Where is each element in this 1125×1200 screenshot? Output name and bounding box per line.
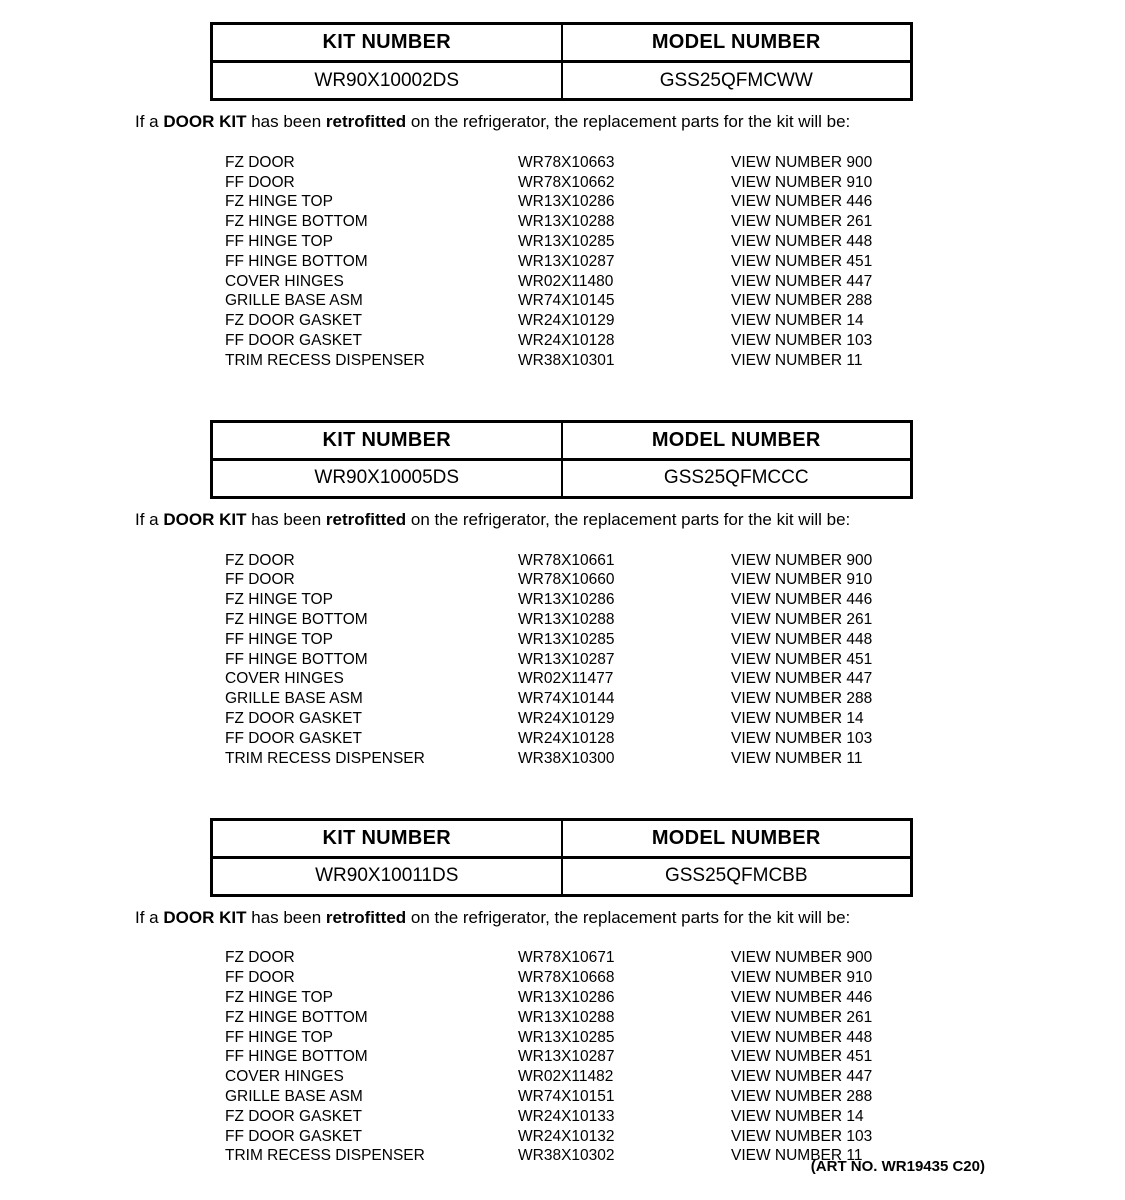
part-number: WR02X11482 [518, 1068, 614, 1086]
part-name: FF HINGE TOP [225, 233, 333, 251]
note-middle: has been [246, 112, 326, 131]
kit-model-table [210, 818, 913, 897]
retrofit-note [135, 510, 1125, 530]
part-row [225, 351, 1125, 371]
part-number: WR38X10302 [518, 1147, 615, 1165]
part-number: WR13X10285 [518, 233, 615, 251]
part-number: WR24X10129 [518, 710, 615, 728]
part-name: COVER HINGES [225, 670, 344, 688]
part-number: WR78X10663 [518, 153, 615, 171]
part-view-number: VIEW NUMBER 14 [731, 710, 864, 728]
part-name: FZ DOOR GASKET [225, 312, 362, 330]
part-number: WR02X11477 [518, 670, 614, 688]
part-row [225, 610, 1125, 630]
part-number: WR13X10287 [518, 1048, 615, 1066]
part-row [225, 1087, 1125, 1107]
table-value-row [212, 459, 912, 497]
kit-model-table [210, 22, 913, 101]
part-view-number: VIEW NUMBER 900 [731, 949, 873, 967]
part-row [225, 1107, 1125, 1127]
part-number: WR24X10128 [518, 332, 615, 350]
kit-number-value: WR90X10002DS [212, 62, 562, 100]
part-row [225, 988, 1125, 1008]
part-row [225, 749, 1125, 769]
part-name: FZ DOOR GASKET [225, 1107, 362, 1125]
part-row [225, 1008, 1125, 1028]
part-number: WR78X10660 [518, 571, 615, 589]
part-name: FF DOOR [225, 173, 295, 191]
table-value-row [212, 62, 912, 100]
part-view-number: VIEW NUMBER 451 [731, 1048, 873, 1066]
part-view-number: VIEW NUMBER 14 [731, 1107, 864, 1125]
note-middle: has been [246, 509, 326, 529]
model-number-value: GSS25QFMCCC [562, 459, 912, 497]
part-name: FF HINGE BOTTOM [225, 1048, 368, 1066]
part-row [225, 650, 1125, 670]
part-row [225, 590, 1125, 610]
note-suffix: on the refrigerator, the replacement parts for the kit will be: [406, 509, 851, 529]
part-number: WR13X10285 [518, 1028, 615, 1046]
model-number-header: MODEL NUMBER [562, 421, 912, 459]
part-name: FF DOOR [225, 571, 295, 589]
part-number: WR74X10145 [518, 292, 615, 310]
part-name: GRILLE BASE ASM [225, 1088, 363, 1105]
table-value-row [212, 857, 912, 895]
part-view-number: VIEW NUMBER 446 [731, 989, 873, 1007]
part-view-number: VIEW NUMBER 103 [731, 729, 873, 747]
part-view-number: VIEW NUMBER 910 [731, 969, 873, 987]
part-name: FF HINGE TOP [225, 630, 333, 648]
kit-section [0, 420, 1125, 769]
part-row [225, 331, 1125, 351]
part-view-number: VIEW NUMBER 11 [731, 749, 863, 767]
part-row [225, 689, 1125, 709]
part-name: FZ HINGE BOTTOM [225, 611, 368, 629]
part-name: FF DOOR GASKET [225, 1127, 362, 1145]
part-number: WR74X10151 [518, 1088, 615, 1105]
part-number: WR24X10129 [518, 312, 615, 330]
note-prefix: If a [135, 112, 164, 131]
part-view-number: VIEW NUMBER 451 [731, 650, 873, 668]
part-number: WR74X10144 [518, 690, 615, 708]
part-view-number: VIEW NUMBER 261 [731, 213, 873, 231]
part-row [225, 1048, 1125, 1068]
part-number: WR78X10661 [518, 551, 615, 569]
part-row [225, 311, 1125, 331]
part-number: WR24X10132 [518, 1127, 615, 1145]
kit-number-value: WR90X10011DS [212, 857, 562, 895]
part-number: WR13X10286 [518, 989, 615, 1007]
part-view-number: VIEW NUMBER 11 [731, 351, 863, 369]
part-row [225, 949, 1125, 969]
part-row [225, 1028, 1125, 1048]
parts-list [225, 153, 1125, 371]
part-name: FZ DOOR [225, 949, 295, 967]
part-view-number: VIEW NUMBER 14 [731, 312, 864, 330]
part-view-number: VIEW NUMBER 448 [731, 630, 873, 648]
part-view-number: VIEW NUMBER 288 [731, 292, 873, 310]
part-number: WR38X10300 [518, 749, 615, 767]
part-view-number: VIEW NUMBER 261 [731, 1008, 873, 1026]
part-row [225, 551, 1125, 571]
part-row [225, 232, 1125, 252]
part-row [225, 709, 1125, 729]
model-number-header: MODEL NUMBER [562, 819, 912, 857]
part-row [225, 212, 1125, 232]
part-number: WR24X10128 [518, 729, 615, 747]
model-number-value: GSS25QFMCBB [562, 857, 912, 895]
part-row [225, 272, 1125, 292]
part-row [225, 1127, 1125, 1147]
part-name: FF HINGE TOP [225, 1028, 333, 1046]
art-number: (ART NO. WR19435 C20) [810, 1158, 985, 1175]
note-middle: has been [246, 907, 326, 927]
part-name: FF DOOR [225, 969, 295, 987]
part-view-number: VIEW NUMBER 446 [731, 193, 873, 211]
note-retrofitted: retrofitted [325, 112, 407, 131]
part-number: WR13X10288 [518, 213, 615, 231]
part-name: FZ HINGE TOP [225, 591, 333, 609]
part-number: WR13X10287 [518, 252, 615, 270]
part-row [225, 670, 1125, 690]
part-name: FF HINGE BOTTOM [225, 650, 368, 668]
part-name: TRIM RECESS DISPENSER [225, 351, 425, 369]
parts-list [225, 949, 1125, 1167]
part-row [225, 193, 1125, 213]
part-name: FZ HINGE TOP [225, 193, 333, 211]
kit-section [0, 22, 1125, 371]
part-name: GRILLE BASE ASM [225, 292, 363, 310]
part-name: FZ HINGE BOTTOM [225, 213, 368, 231]
kit-number-header: KIT NUMBER [212, 421, 562, 459]
part-row [225, 252, 1125, 272]
part-number: WR78X10668 [518, 969, 615, 987]
part-view-number: VIEW NUMBER 900 [731, 153, 873, 171]
part-number: WR78X10662 [518, 173, 615, 191]
part-row [225, 292, 1125, 312]
model-number-value: GSS25QFMCWW [562, 62, 912, 100]
table-header-row [212, 421, 912, 459]
part-row [225, 153, 1125, 173]
part-view-number: VIEW NUMBER 447 [731, 670, 873, 688]
part-view-number: VIEW NUMBER 910 [731, 173, 873, 191]
kit-number-header: KIT NUMBER [212, 819, 562, 857]
part-row [225, 630, 1125, 650]
part-number: WR13X10286 [518, 591, 615, 609]
part-row [225, 729, 1125, 749]
part-row [225, 1147, 1125, 1167]
part-name: FZ HINGE TOP [225, 989, 333, 1007]
retrofit-note [135, 908, 1125, 928]
kit-section [0, 818, 1125, 1167]
part-number: WR78X10671 [518, 949, 615, 967]
part-name: GRILLE BASE ASM [225, 690, 363, 708]
part-number: WR38X10301 [518, 351, 615, 369]
part-row [225, 173, 1125, 193]
part-view-number: VIEW NUMBER 448 [731, 233, 873, 251]
part-view-number: VIEW NUMBER 910 [731, 571, 873, 589]
part-name: FZ DOOR [225, 153, 295, 171]
part-name: FZ DOOR [225, 551, 295, 569]
part-row [225, 571, 1125, 591]
part-name: FZ HINGE BOTTOM [225, 1008, 368, 1026]
part-view-number: VIEW NUMBER 103 [731, 332, 873, 350]
kit-number-value: WR90X10005DS [212, 459, 562, 497]
kit-model-table [210, 420, 913, 499]
part-view-number: VIEW NUMBER 446 [731, 591, 873, 609]
note-retrofitted: retrofitted [325, 509, 407, 529]
part-number: WR13X10288 [518, 611, 615, 629]
part-name: FF HINGE BOTTOM [225, 252, 368, 270]
parts-list [225, 551, 1125, 769]
note-door-kit: DOOR KIT [163, 509, 247, 529]
note-prefix: If a [135, 509, 164, 529]
part-view-number: VIEW NUMBER 261 [731, 611, 873, 629]
part-name: FF DOOR GASKET [225, 729, 362, 747]
table-header-row [212, 819, 912, 857]
part-view-number: VIEW NUMBER 288 [731, 690, 873, 708]
part-row [225, 1067, 1125, 1087]
note-prefix: If a [135, 907, 164, 927]
part-number: WR13X10288 [518, 1008, 615, 1026]
part-view-number: VIEW NUMBER 288 [731, 1088, 873, 1105]
part-view-number: VIEW NUMBER 451 [731, 252, 873, 270]
part-number: WR13X10287 [518, 650, 615, 668]
part-view-number: VIEW NUMBER 11 [731, 1147, 863, 1165]
note-suffix: on the refrigerator, the replacement parts for the kit will be: [406, 907, 851, 927]
part-name: TRIM RECESS DISPENSER [225, 749, 425, 767]
part-row [225, 968, 1125, 988]
part-name: TRIM RECESS DISPENSER [225, 1147, 425, 1165]
part-name: COVER HINGES [225, 1068, 344, 1086]
note-door-kit: DOOR KIT [163, 907, 247, 927]
table-header-row [212, 24, 912, 62]
part-name: FZ DOOR GASKET [225, 710, 362, 728]
retrofit-note [135, 112, 1125, 132]
kit-number-header: KIT NUMBER [212, 24, 562, 62]
part-name: COVER HINGES [225, 272, 344, 290]
note-door-kit: DOOR KIT [163, 112, 247, 131]
model-number-header: MODEL NUMBER [562, 24, 912, 62]
part-number: WR13X10285 [518, 630, 615, 648]
part-view-number: VIEW NUMBER 447 [731, 272, 873, 290]
note-retrofitted: retrofitted [325, 907, 407, 927]
part-name: FF DOOR GASKET [225, 332, 362, 350]
part-number: WR13X10286 [518, 193, 615, 211]
part-view-number: VIEW NUMBER 900 [731, 551, 873, 569]
part-view-number: VIEW NUMBER 448 [731, 1028, 873, 1046]
part-view-number: VIEW NUMBER 447 [731, 1068, 873, 1086]
note-suffix: on the refrigerator, the replacement parts for the kit will be: [406, 112, 851, 131]
part-number: WR02X11480 [518, 272, 614, 290]
part-view-number: VIEW NUMBER 103 [731, 1127, 873, 1145]
part-number: WR24X10133 [518, 1107, 615, 1125]
